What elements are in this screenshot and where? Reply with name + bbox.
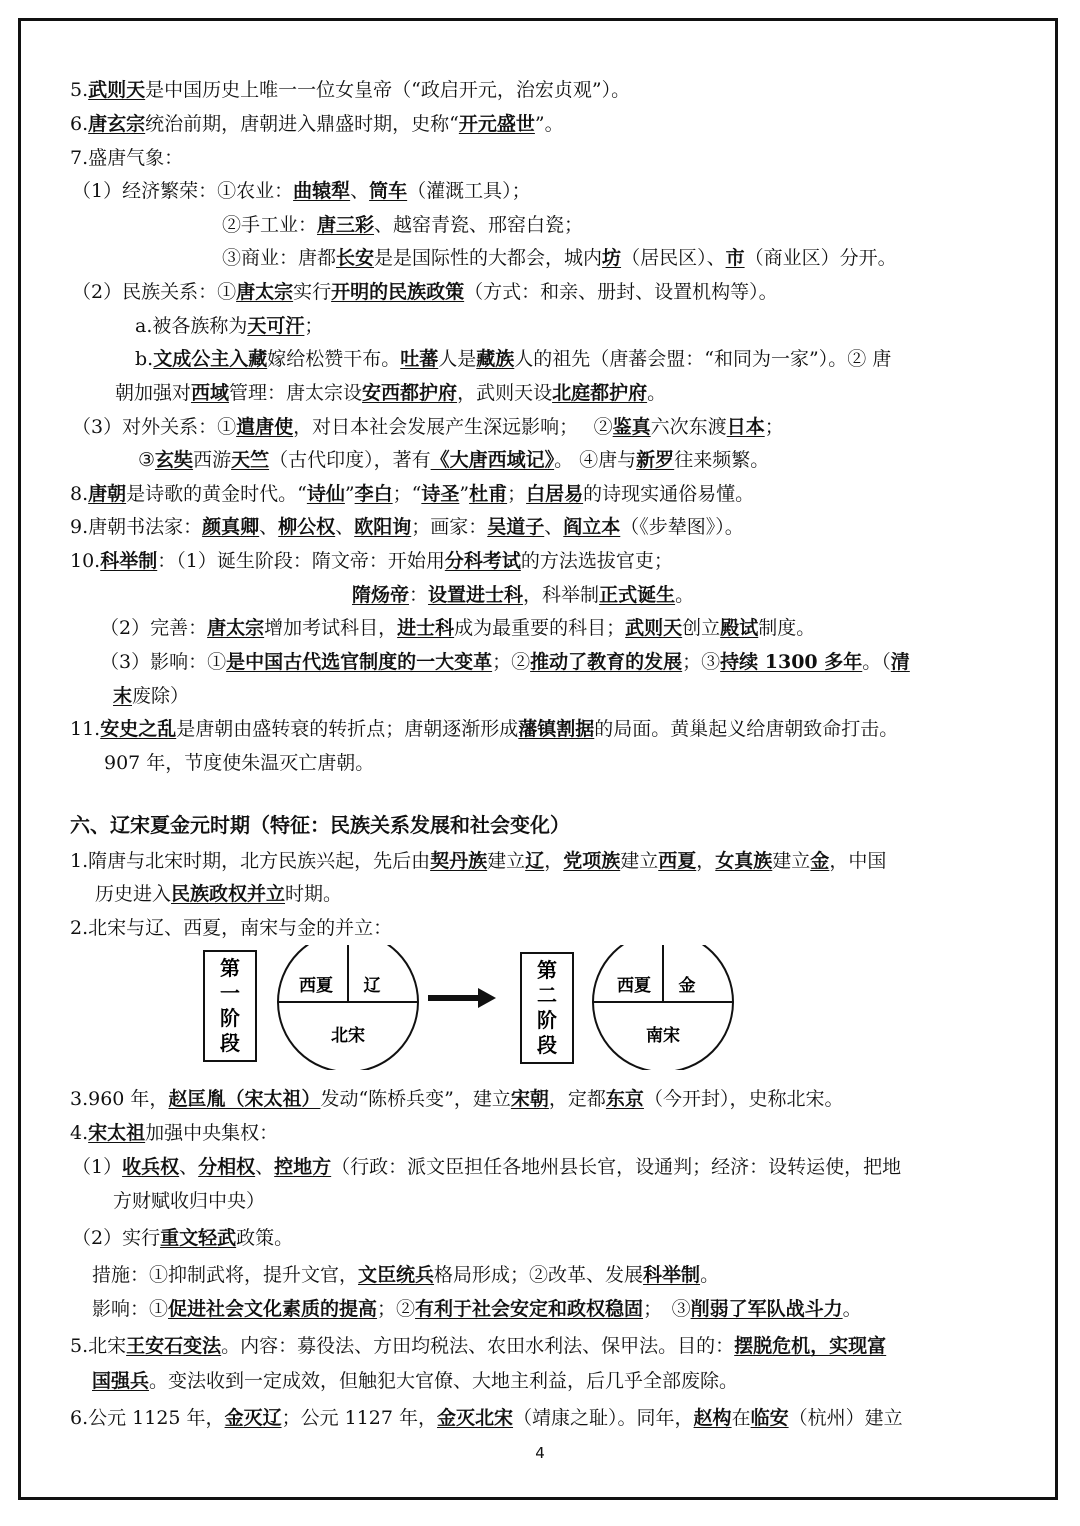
- key-term: 收兵权: [122, 1156, 180, 1178]
- circle-one: [278, 945, 418, 1070]
- line-text: 9.唐朝书法家：: [70, 516, 203, 538]
- line-text: a.被各族称为: [135, 315, 248, 337]
- line-text: 朝加强对: [115, 382, 192, 404]
- line-text: 8.: [70, 483, 89, 505]
- key-term: 辽: [525, 850, 545, 872]
- key-term: 开明的民族政策: [331, 281, 465, 303]
- line-text: 西游: [193, 449, 232, 471]
- line-text: （居民区）、: [621, 247, 726, 269]
- text-line: [138, 446, 769, 474]
- line-text: 、: [335, 516, 355, 538]
- line-text: 措施：①抑制武将，提升文官，: [92, 1264, 359, 1286]
- text-line: [72, 413, 784, 441]
- line-text: 人是: [438, 348, 477, 370]
- key-term: 科举制: [643, 1264, 701, 1286]
- line-text: 格局形成；②改革、发展: [434, 1264, 644, 1286]
- line-text: 时期。: [285, 883, 343, 905]
- key-term: 北庭都护府: [552, 382, 648, 404]
- line-text: ；“: [392, 483, 422, 505]
- line-text: （2）完善：: [100, 617, 208, 639]
- text-line: [70, 480, 754, 508]
- key-term: 重文轻武: [160, 1227, 237, 1249]
- key-term: 长安: [336, 247, 375, 269]
- line-text: 、: [544, 516, 564, 538]
- line-text: 4.: [70, 1122, 89, 1144]
- line-text: 6.: [70, 113, 89, 135]
- key-term: 进士科: [397, 617, 455, 639]
- line-text: 建立: [620, 850, 659, 872]
- line-text: 。: [675, 584, 695, 606]
- key-term: 武则天: [88, 79, 146, 101]
- line-text: 政策。: [236, 1227, 294, 1249]
- line-text: （1）: [72, 1156, 123, 1178]
- line-text: （商业区）分开。: [744, 247, 897, 269]
- text-line: [100, 648, 910, 676]
- line-text: ：: [409, 584, 429, 606]
- key-term: 文臣统兵: [358, 1264, 435, 1286]
- key-term: 唐玄宗: [88, 113, 146, 135]
- key-term: 李白: [354, 483, 393, 505]
- line-text: 6.公元 1125 年，: [70, 1407, 225, 1429]
- line-text: 是唐朝由盛转衰的转折点；唐朝逐渐形成: [176, 718, 519, 740]
- line-text: 加强中央集权：: [145, 1122, 279, 1144]
- text-line: [100, 614, 815, 642]
- key-term: 民族政权并立: [171, 883, 286, 905]
- key-term: 是中国古代选官制度的一大变革: [226, 651, 493, 673]
- line-text: b.: [135, 348, 154, 370]
- key-term: 科举制: [100, 550, 158, 572]
- line-text: （行政：派文臣担任各地州县长官，设通判；经济：设转运使，把地: [331, 1156, 902, 1178]
- text-line: [72, 177, 531, 205]
- line-text: 统治前期，唐朝进入鼎盛时期，史称“: [145, 113, 459, 135]
- text-line: [70, 513, 744, 541]
- line-text: 的诗现实通俗易懂。: [583, 483, 755, 505]
- line-text: 人的祖先（唐蕃会盟：“和同为一家”）。② 唐: [514, 348, 892, 370]
- line-text: （灌溉工具）；: [407, 180, 531, 202]
- line-text: ；: [304, 315, 324, 337]
- key-term: 控地方: [274, 1156, 332, 1178]
- text-line: [70, 1404, 903, 1432]
- key-term: 天竺: [231, 449, 270, 471]
- text-line: [72, 278, 778, 306]
- page-number: 4: [535, 1444, 545, 1462]
- line-text: ，: [544, 850, 564, 872]
- key-term: 新罗: [636, 449, 675, 471]
- key-term: 《大唐西域记》: [430, 449, 555, 471]
- text-line: [72, 1224, 293, 1252]
- key-term: 天可汗: [247, 315, 305, 337]
- key-term: 国强兵: [92, 1370, 150, 1392]
- text-line: [222, 244, 897, 272]
- key-term: 设置进士科: [428, 584, 524, 606]
- circle-two: [593, 945, 733, 1070]
- line-text: 增加考试科目，: [264, 617, 398, 639]
- text-line: [95, 880, 342, 908]
- key-term: 诗仙: [306, 483, 345, 505]
- text-line: [104, 749, 374, 777]
- key-term: 遣唐使: [236, 416, 294, 438]
- line-text: 影响：①: [92, 1298, 169, 1320]
- circle-one-top-right: 辽: [363, 976, 381, 996]
- key-term: 金灭北宋: [437, 1407, 514, 1429]
- text-line: [352, 581, 694, 609]
- key-term: 宋太祖: [88, 1122, 146, 1144]
- line-text: （2）民族关系：①: [72, 281, 237, 303]
- line-text: 是中国历史上唯一一位女皇帝（“政启开元，治宏贞观”）。: [145, 79, 631, 101]
- line-text: 制度。: [758, 617, 816, 639]
- text-line: [113, 1187, 265, 1215]
- line-text: ；: [764, 416, 784, 438]
- key-term: 白居易: [526, 483, 584, 505]
- key-term: 分科考试: [444, 550, 521, 572]
- circle-two-top-right: 金: [678, 976, 696, 996]
- line-text: 嫁给松赞干布。: [267, 348, 401, 370]
- text-line: [113, 682, 189, 710]
- key-term: 东京: [605, 1088, 644, 1110]
- line-text: 、: [259, 516, 279, 538]
- line-text: 7.盛唐气象：: [70, 147, 184, 169]
- key-term: 推动了教育的发展: [530, 651, 683, 673]
- circle-two-bottom: 南宋: [646, 1026, 680, 1046]
- line-text: 实行: [293, 281, 332, 303]
- key-term: 坊: [602, 247, 622, 269]
- line-text: 907 年，节度使朱温灭亡唐朝。: [104, 752, 375, 774]
- stage-one-label: 第一阶段: [220, 956, 240, 1055]
- key-term: 金: [810, 850, 830, 872]
- line-text: ；③: [682, 651, 721, 673]
- key-term: 杜甫: [469, 483, 508, 505]
- line-text: ，: [696, 850, 716, 872]
- key-term: 末: [113, 685, 133, 707]
- line-text: 。变法收到一定成效，但触犯大官僚、大地主利益，后几乎全部废除。: [149, 1370, 739, 1392]
- key-term: 赵匡胤（宋太祖）: [168, 1088, 321, 1110]
- text-line: [70, 110, 564, 138]
- key-term: 阎立本: [563, 516, 621, 538]
- key-term: 唐朝: [88, 483, 127, 505]
- text-line: [70, 914, 392, 942]
- line-text: （方式：和亲、册封、设置机构等）。: [464, 281, 778, 303]
- line-text: 成为最重要的科目；: [454, 617, 626, 639]
- stage-one-group: [204, 951, 256, 1061]
- key-term: 市: [725, 247, 745, 269]
- key-term: 有利于社会安定和政权稳固: [415, 1298, 644, 1320]
- line-text: 、越窑青瓷、邢窑白瓷；: [374, 214, 584, 236]
- line-text: （古代印度），著有: [269, 449, 431, 471]
- key-term: 削弱了军队战斗力: [690, 1298, 843, 1320]
- line-text: 历史进入: [95, 883, 172, 905]
- line-text: ③: [138, 449, 156, 471]
- line-text: （2）实行: [72, 1227, 161, 1249]
- line-text: 。内容：募役法、方田均税法、农田水利法、保甲法。目的：: [221, 1335, 735, 1357]
- key-term: 欧阳询: [354, 516, 412, 538]
- line-text: 是是国际性的大都会，城内: [374, 247, 603, 269]
- line-text: 往来频繁。: [674, 449, 770, 471]
- line-text: ”。: [534, 113, 564, 135]
- text-line: [135, 345, 891, 373]
- key-term: 玄奘: [155, 449, 194, 471]
- key-term: 金灭辽: [224, 1407, 282, 1429]
- key-term: 唐太宗: [236, 281, 294, 303]
- line-text: （1）经济繁荣：①农业：: [72, 180, 294, 202]
- line-text: 的局面。黄巢起义给唐朝致命打击。: [594, 718, 899, 740]
- line-text: 5.: [70, 79, 89, 101]
- key-term: 促进社会文化素质的提高: [168, 1298, 378, 1320]
- line-text: ，中国: [829, 850, 887, 872]
- key-term: 赵构: [693, 1407, 732, 1429]
- text-line: [92, 1367, 738, 1395]
- key-term: 藩镇割据: [518, 718, 595, 740]
- key-term: 持续 1300 多年: [720, 651, 863, 673]
- key-term: 分相权: [198, 1156, 256, 1178]
- key-term: 隋炀帝: [352, 584, 410, 606]
- section-heading: 六、辽宋夏金元时期（特征：民族关系发展和社会变化）: [70, 813, 570, 837]
- line-text: （3）影响：①: [100, 651, 227, 673]
- line-text: 建立: [772, 850, 811, 872]
- line-text: ”: [344, 483, 355, 505]
- line-text: 方财赋收归中央）: [113, 1190, 266, 1212]
- line-text: ；: [507, 483, 527, 505]
- text-line: [72, 1153, 901, 1181]
- line-text: 创立: [682, 617, 721, 639]
- line-text: 、: [255, 1156, 275, 1178]
- line-text: ”: [459, 483, 470, 505]
- line-text: 5.北宋: [70, 1335, 127, 1357]
- key-term: 吐蕃: [400, 348, 439, 370]
- line-text: 六次东渡: [650, 416, 727, 438]
- line-text: 的方法选拔官吏；: [520, 550, 673, 572]
- line-text: 11.: [70, 718, 101, 740]
- text-line: [222, 211, 583, 239]
- line-text: （3）对外关系：①: [72, 416, 237, 438]
- line-text: ；公元 1127 年，: [281, 1407, 438, 1429]
- key-term: 殿试: [720, 617, 759, 639]
- text-line: [70, 715, 898, 743]
- line-text: 管理：唐太宗设: [229, 382, 363, 404]
- text-line: [70, 1119, 278, 1147]
- line-text: ；②: [492, 651, 531, 673]
- line-text: 3.960 年，: [70, 1088, 169, 1110]
- text-line: [92, 1295, 862, 1323]
- key-term: 诗圣: [421, 483, 460, 505]
- line-text: 2.北宋与辽、西夏，南宋与金的并立：: [70, 917, 393, 939]
- text-line: [135, 312, 323, 340]
- line-text: 是诗歌的黄金时代。“: [126, 483, 307, 505]
- key-term: 西域: [191, 382, 230, 404]
- line-text: 。: [647, 382, 667, 404]
- key-term: 日本: [726, 416, 765, 438]
- line-text: （靖康之耻）。同年，: [513, 1407, 694, 1429]
- text-line: [70, 1332, 886, 1360]
- line-text: （今开封），史称北宋。: [643, 1088, 844, 1110]
- key-term: 鉴真: [612, 416, 651, 438]
- circle-one-top-left: 西夏: [299, 976, 333, 996]
- line-text: 在: [731, 1407, 751, 1429]
- key-term: 藏族: [476, 348, 515, 370]
- key-term: 唐太宗: [207, 617, 265, 639]
- text-line: [70, 1085, 843, 1113]
- song-liao-xia-jin-diagram: [198, 945, 758, 1070]
- key-term: 临安: [750, 1407, 789, 1429]
- key-term: 吴道子: [487, 516, 545, 538]
- line-text: ，科举制: [523, 584, 600, 606]
- text-line: [70, 547, 673, 575]
- line-text: 。: [700, 1264, 720, 1286]
- text-line: [70, 144, 183, 172]
- stage-two-label: 第二阶段: [537, 958, 557, 1057]
- line-text: ②手工业：: [222, 214, 318, 236]
- key-term: 摆脱危机，实现富: [734, 1335, 887, 1357]
- key-term: 党项族: [563, 850, 621, 872]
- line-text: （《步辇图》）。: [620, 516, 744, 538]
- key-term: 正式诞生: [599, 584, 676, 606]
- key-term: 颜真卿: [202, 516, 260, 538]
- line-text: ； ③: [643, 1298, 691, 1320]
- text-line: [70, 847, 886, 875]
- key-term: 西夏: [658, 850, 697, 872]
- key-term: 唐三彩: [317, 214, 375, 236]
- key-term: 柳公权: [278, 516, 336, 538]
- arrow-right-icon: [428, 988, 496, 1008]
- key-term: 王安石变法: [126, 1335, 222, 1357]
- line-text: ，武则天设: [457, 382, 553, 404]
- line-text: ；②: [377, 1298, 416, 1320]
- text-line: [115, 379, 666, 407]
- line-text: ，对日本社会发展产生深远影响； ②: [293, 416, 613, 438]
- line-text: ③商业：唐都: [222, 247, 337, 269]
- circle-two-top-left: 西夏: [617, 976, 651, 996]
- key-term: 安西都护府: [362, 382, 458, 404]
- key-term: 安史之乱: [100, 718, 177, 740]
- line-text: 。: [842, 1298, 862, 1320]
- line-text: 1.隋唐与北宋时期，北方民族兴起，先后由: [70, 850, 431, 872]
- line-text: 。（: [862, 651, 891, 673]
- text-line: [70, 76, 630, 104]
- key-term: 曲辕犁: [293, 180, 351, 202]
- key-term: 开元盛世: [458, 113, 535, 135]
- key-term: 文成公主入藏: [153, 348, 268, 370]
- line-text: 发动“陈桥兵变”，建立: [320, 1088, 511, 1110]
- line-text: 、: [179, 1156, 199, 1178]
- line-text: ，定都: [548, 1088, 606, 1110]
- key-term: 女真族: [715, 850, 773, 872]
- circle-one-bottom: 北宋: [331, 1026, 365, 1046]
- key-term: 契丹族: [430, 850, 488, 872]
- line-text: （杭州）建立: [788, 1407, 903, 1429]
- line-text: 、: [350, 180, 370, 202]
- text-line: [92, 1261, 719, 1289]
- line-text: 。 ④唐与: [554, 449, 637, 471]
- line-text: 废除）: [132, 685, 190, 707]
- key-term: 武则天: [625, 617, 683, 639]
- line-text: ；画家：: [411, 516, 488, 538]
- key-term: 筒车: [369, 180, 408, 202]
- line-text: 建立: [487, 850, 526, 872]
- stage-two-group: [521, 953, 573, 1063]
- line-text: 10.: [70, 550, 101, 572]
- key-term: 清: [890, 651, 910, 673]
- key-term: 宋朝: [510, 1088, 549, 1110]
- line-text: ：（1）诞生阶段：隋文帝：开始用: [157, 550, 445, 572]
